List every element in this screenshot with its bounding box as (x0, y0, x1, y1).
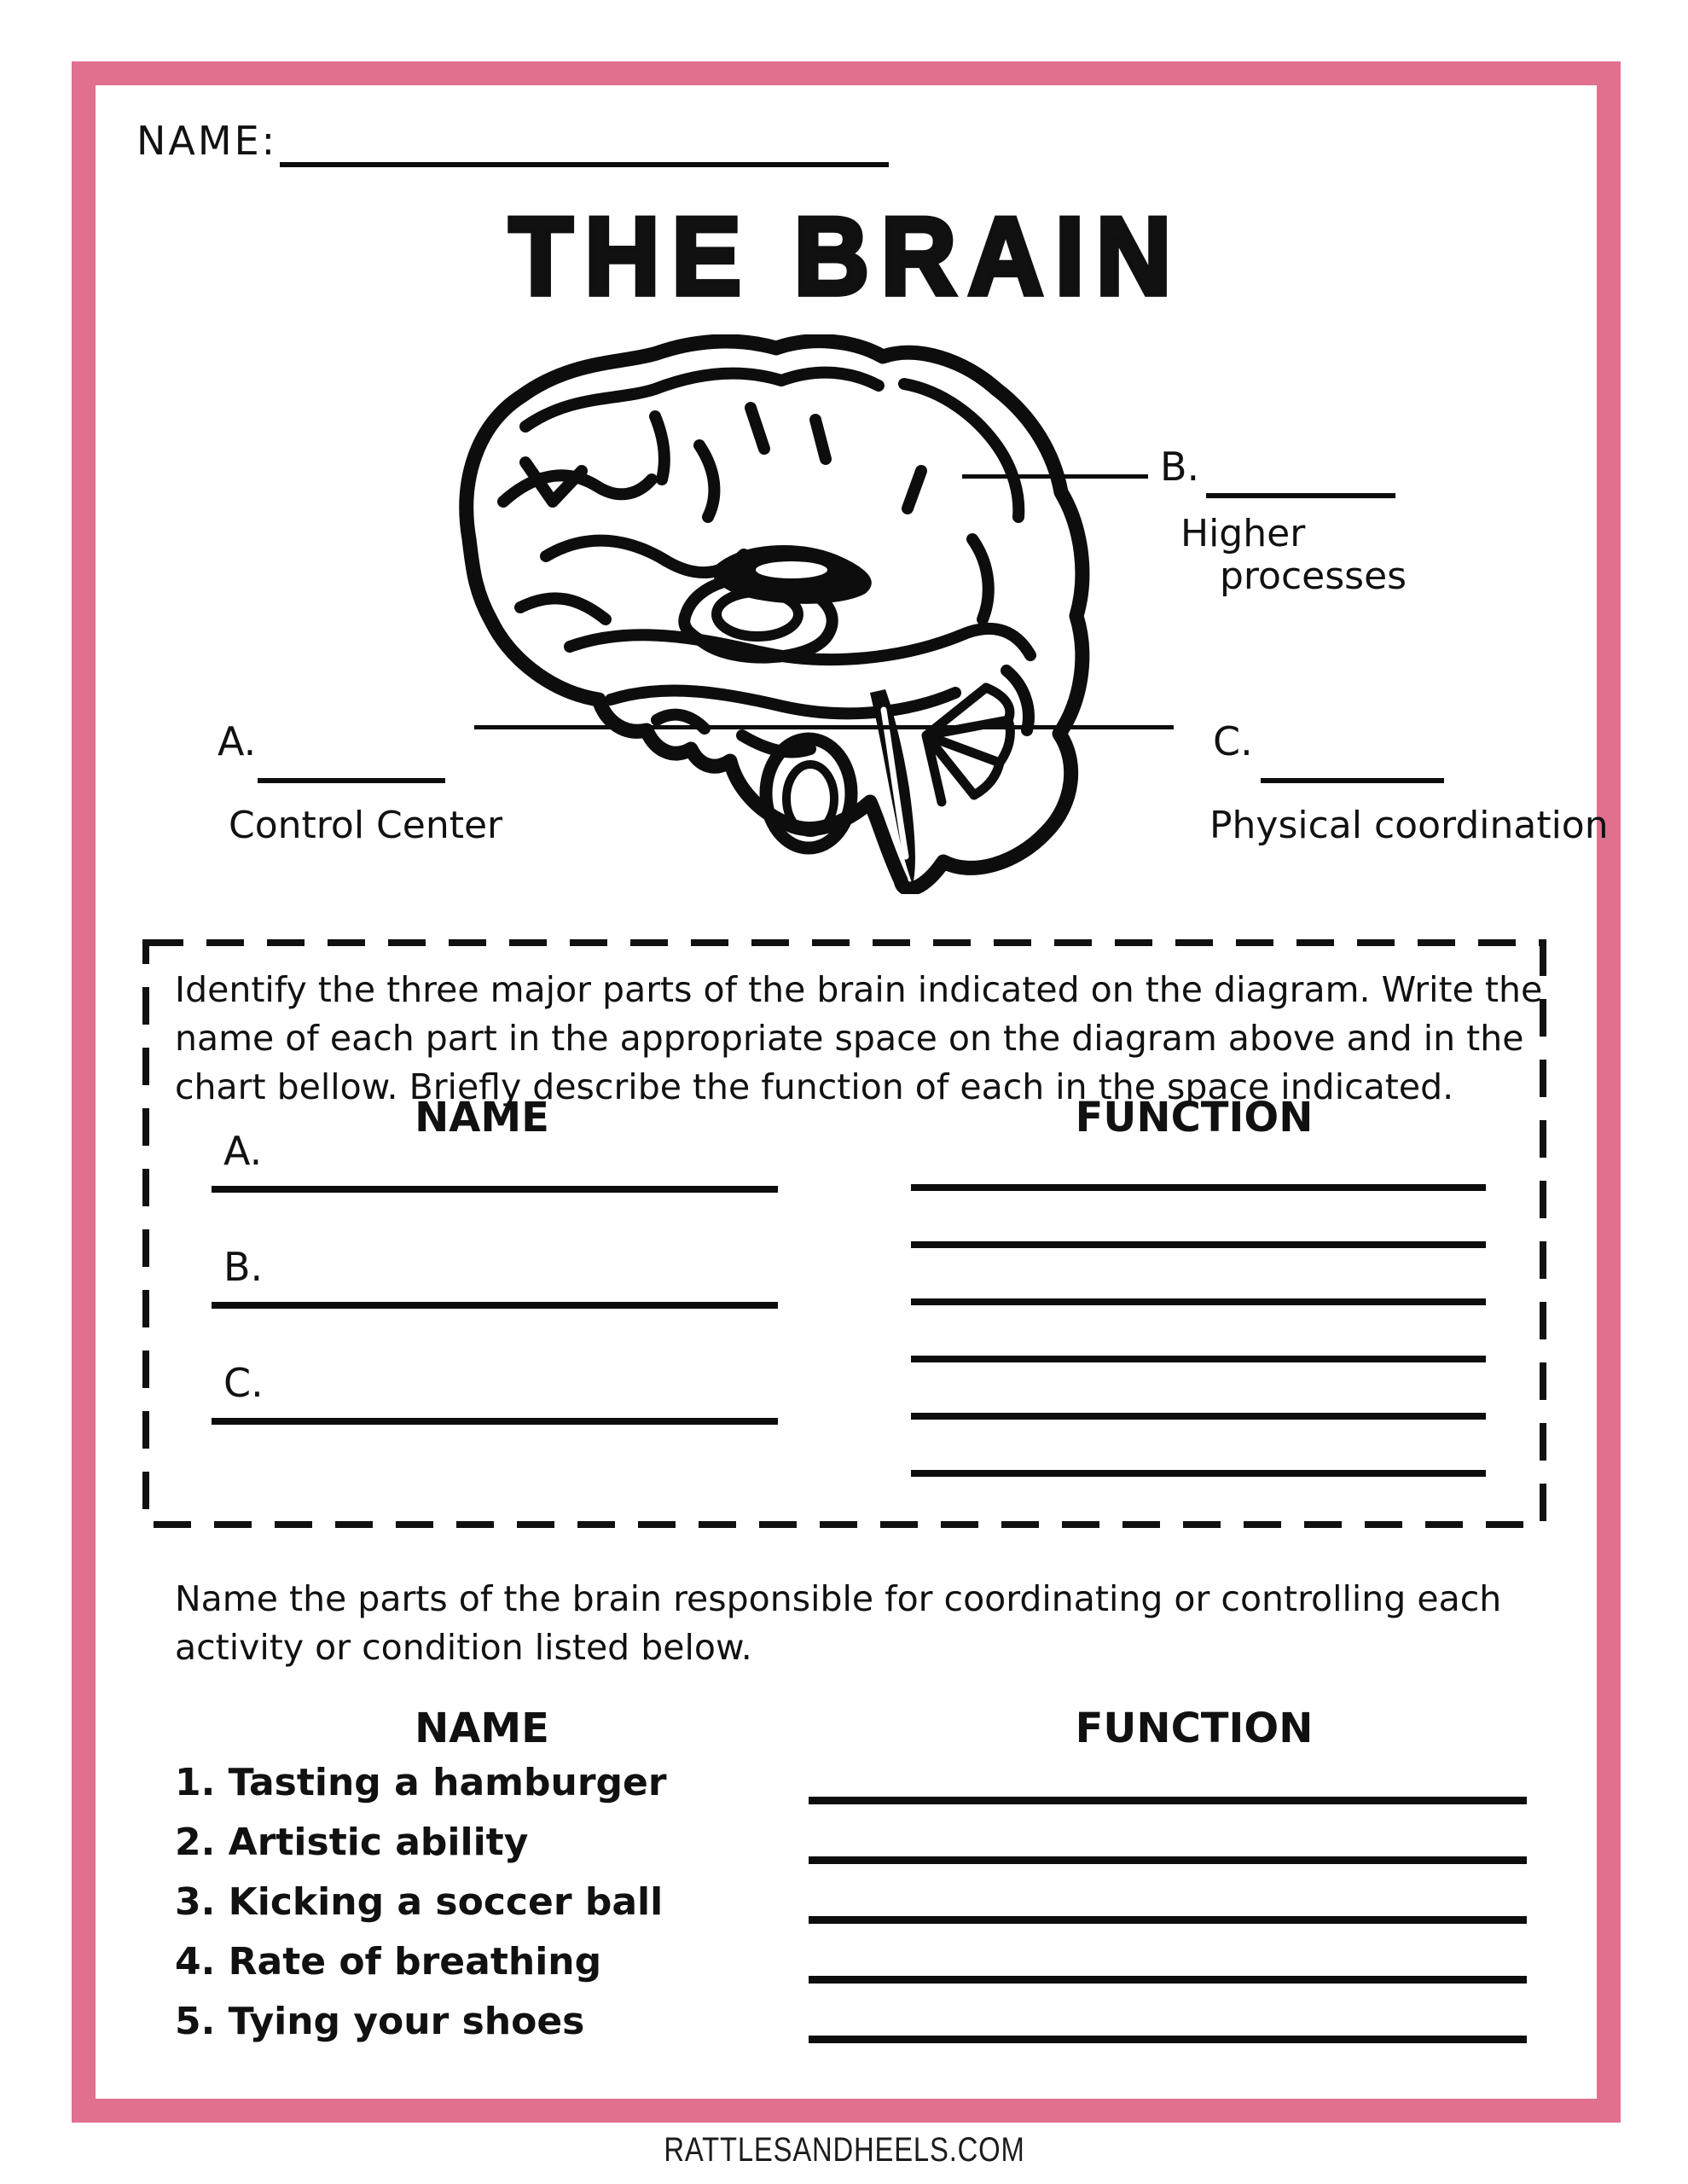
function-line (911, 1356, 1486, 1362)
worksheet-title: THE BRAIN (508, 195, 1184, 318)
answer-line-5 (809, 2036, 1527, 2043)
label-b-caption-line2: processes (1220, 555, 1407, 598)
leader-line-b (962, 474, 1148, 479)
name-label: NAME: (136, 118, 278, 164)
answer-line-1 (809, 1797, 1527, 1804)
name-blank-line (280, 162, 889, 167)
function-line (911, 1298, 1486, 1305)
row-b-letter: B. (223, 1244, 264, 1290)
leader-line-a-c (474, 725, 1174, 729)
row-a-letter: A. (223, 1128, 263, 1174)
section1-instruction-line3: chart bellow. Briefly describe the function of each in the space indicated. (175, 1066, 1454, 1107)
footer-website: RATTLESANDHEELS.COM (664, 2131, 1025, 2169)
function-line (911, 1470, 1486, 1477)
list-item-2: 2. Artistic ability (175, 1821, 529, 1864)
function-line (911, 1413, 1486, 1420)
row-c-letter: C. (223, 1360, 264, 1406)
section2-instruction-line2: activity or condition listed below. (175, 1627, 752, 1668)
label-c-blank-line (1261, 778, 1444, 783)
label-c-letter: C. (1213, 718, 1253, 764)
section1-instruction-line2: name of each part in the appropriate space on the diagram above and in the (175, 1018, 1524, 1059)
answer-line-2 (809, 1856, 1527, 1864)
label-c-caption: Physical coordination (1209, 804, 1609, 847)
row-b-name-line (212, 1302, 778, 1309)
label-b-blank-line (1206, 493, 1395, 498)
answer-line-4 (809, 1976, 1527, 1984)
list-item-5: 5. Tying your shoes (175, 2000, 585, 2043)
row-a-name-line (212, 1186, 778, 1193)
section2-name-header: NAME (415, 1705, 549, 1752)
function-line (911, 1241, 1486, 1248)
section1-name-header: NAME (415, 1094, 549, 1141)
row-c-name-line (212, 1418, 778, 1425)
list-item-1: 1. Tasting a hamburger (175, 1761, 667, 1804)
list-item-4: 4. Rate of breathing (175, 1940, 602, 1984)
label-b-caption-line1: Higher (1180, 512, 1306, 555)
brain-illustration (444, 334, 1097, 894)
section2-instruction-line1: Name the parts of the brain responsible for coordinating or controlling each (175, 1578, 1502, 1619)
section1-instruction-line1: Identify the three major parts of the brain indicated on the diagram. Write the (175, 969, 1543, 1010)
section2-function-header: FUNCTION (1075, 1705, 1314, 1752)
label-a-letter: A. (218, 718, 257, 764)
answer-line-3 (809, 1916, 1527, 1924)
label-a-caption: Control Center (229, 804, 503, 847)
label-a-blank-line (258, 778, 445, 783)
list-item-3: 3. Kicking a soccer ball (175, 1880, 664, 1924)
section1-function-header: FUNCTION (1075, 1094, 1314, 1141)
function-line (911, 1184, 1486, 1191)
label-b-letter: B. (1160, 444, 1200, 490)
